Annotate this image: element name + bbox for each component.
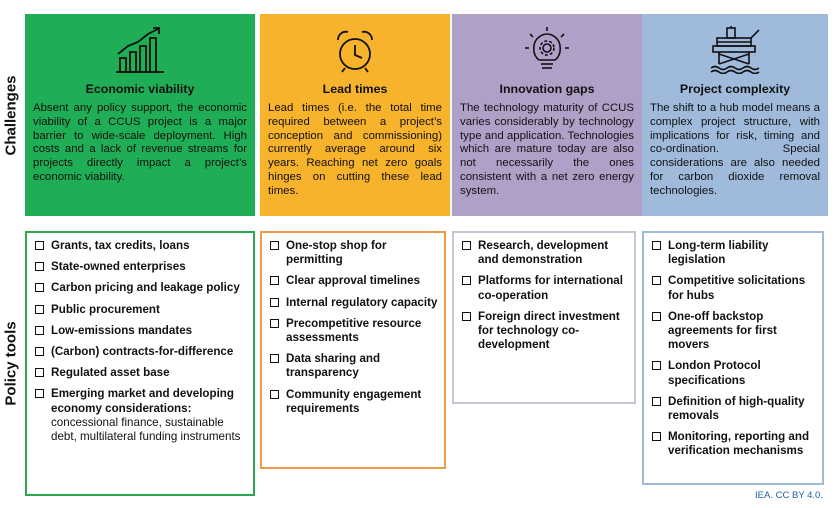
checkbox-icon <box>652 432 661 441</box>
bar-chart-growth-icon <box>33 22 247 74</box>
list-item: Monitoring, reporting and verification mechanisms <box>652 430 816 458</box>
offshore-platform-icon <box>650 22 820 74</box>
checkbox-icon <box>270 241 279 250</box>
challenge-card-lead-times <box>260 14 450 216</box>
challenge-text: The shift to a hub model means a complex project structure, with implications for risk, timing and co-ordination. Special considerations are also needed for carbon dioxide removal technologies. <box>650 102 820 197</box>
checkbox-icon <box>35 389 44 398</box>
list-item: Long-term liability legislation <box>652 239 816 267</box>
list-item: One-stop shop for permitting <box>270 239 438 267</box>
list-item: State-owned enterprises <box>35 260 247 274</box>
policy-tools-economic-viability <box>25 231 255 496</box>
challenge-title: Project complexity <box>679 82 791 96</box>
checkbox-icon <box>35 326 44 335</box>
list-item: Grants, tax credits, loans <box>35 239 247 253</box>
checkbox-icon <box>270 354 279 363</box>
policy-tools-innovation-gaps <box>452 231 636 404</box>
checkbox-icon <box>462 241 471 250</box>
list-item: Emerging market and developing economy considerations: concessional finance, sustainable debt, multilateral funding instruments <box>35 387 247 444</box>
challenge-text: The technology maturity of CCUS varies considerably by technology type and application. Technologies which are mature today are also not necessarily the ones consistent with a net zero energy system. <box>460 102 634 197</box>
list-item: Carbon pricing and leakage policy <box>35 281 247 295</box>
checkbox-icon <box>462 276 471 285</box>
checkbox-icon <box>35 305 44 314</box>
list-item: Research, development and demonstration <box>462 239 628 267</box>
list-item: Definition of high-quality removals <box>652 395 816 423</box>
list-item: Public procurement <box>35 303 247 317</box>
lightbulb-gear-icon <box>460 22 634 74</box>
challenge-title: Lead times <box>322 82 388 96</box>
list-item: One-off backstop agreements for first movers <box>652 310 816 353</box>
challenge-text: Lead times (i.e. the total time required between a project’s conception and commissioning) currently average around six years. Reaching net zero goals hinges on cutting these lead times. <box>268 102 442 197</box>
challenge-card-innovation-gaps <box>452 14 642 216</box>
checkbox-icon <box>35 241 44 250</box>
policy-tools-lead-times <box>260 231 446 469</box>
list-item: (Carbon) contracts-for-difference <box>35 345 247 359</box>
challenge-title: Innovation gaps <box>499 82 595 96</box>
list-item: Competitive solicitations for hubs <box>652 274 816 302</box>
checkbox-icon <box>270 298 279 307</box>
list-item: Clear approval timelines <box>270 274 438 288</box>
challenges-row-label: Challenges <box>2 74 20 156</box>
list-item: Platforms for international co-operation <box>462 274 628 302</box>
checkbox-icon <box>270 319 279 328</box>
checkbox-icon <box>270 390 279 399</box>
list-item: Regulated asset base <box>35 366 247 380</box>
list-item-detail: concessional finance, sustainable debt, multilateral funding instruments <box>51 415 241 444</box>
checkbox-icon <box>35 347 44 356</box>
checkbox-icon <box>652 276 661 285</box>
checkbox-icon <box>462 312 471 321</box>
checkbox-icon <box>270 276 279 285</box>
list-item: Foreign direct investment for technology co-development <box>462 310 628 353</box>
checkbox-icon <box>652 312 661 321</box>
checkbox-icon <box>35 368 44 377</box>
list-item: Data sharing and transparency <box>270 352 438 380</box>
challenge-title: Economic viability <box>85 82 195 96</box>
alarm-clock-icon <box>268 22 442 74</box>
policy-tools-row-label: Policy tools <box>2 321 20 406</box>
list-item: London Protocol specifications <box>652 359 816 387</box>
checkbox-icon <box>35 262 44 271</box>
list-item: Community engagement requirements <box>270 388 438 416</box>
checkbox-icon <box>652 397 661 406</box>
list-item: Internal regulatory capacity <box>270 296 438 310</box>
challenge-card-economic-viability <box>25 14 255 216</box>
checkbox-icon <box>652 361 661 370</box>
source-credit: IEA. CC BY 4.0. <box>755 490 823 501</box>
checkbox-icon <box>35 283 44 292</box>
list-item: Precompetitive resource assessments <box>270 317 438 345</box>
list-item: Low-emissions mandates <box>35 324 247 338</box>
challenge-text: Absent any policy support, the economic viability of a CCUS project is a major barrier to wide-scale deployment. High costs and a lack of revenue streams for projects directly impact a project’s economic viability. <box>33 102 247 183</box>
challenge-card-project-complexity <box>642 14 828 216</box>
checkbox-icon <box>652 241 661 250</box>
policy-tools-project-complexity <box>642 231 824 485</box>
